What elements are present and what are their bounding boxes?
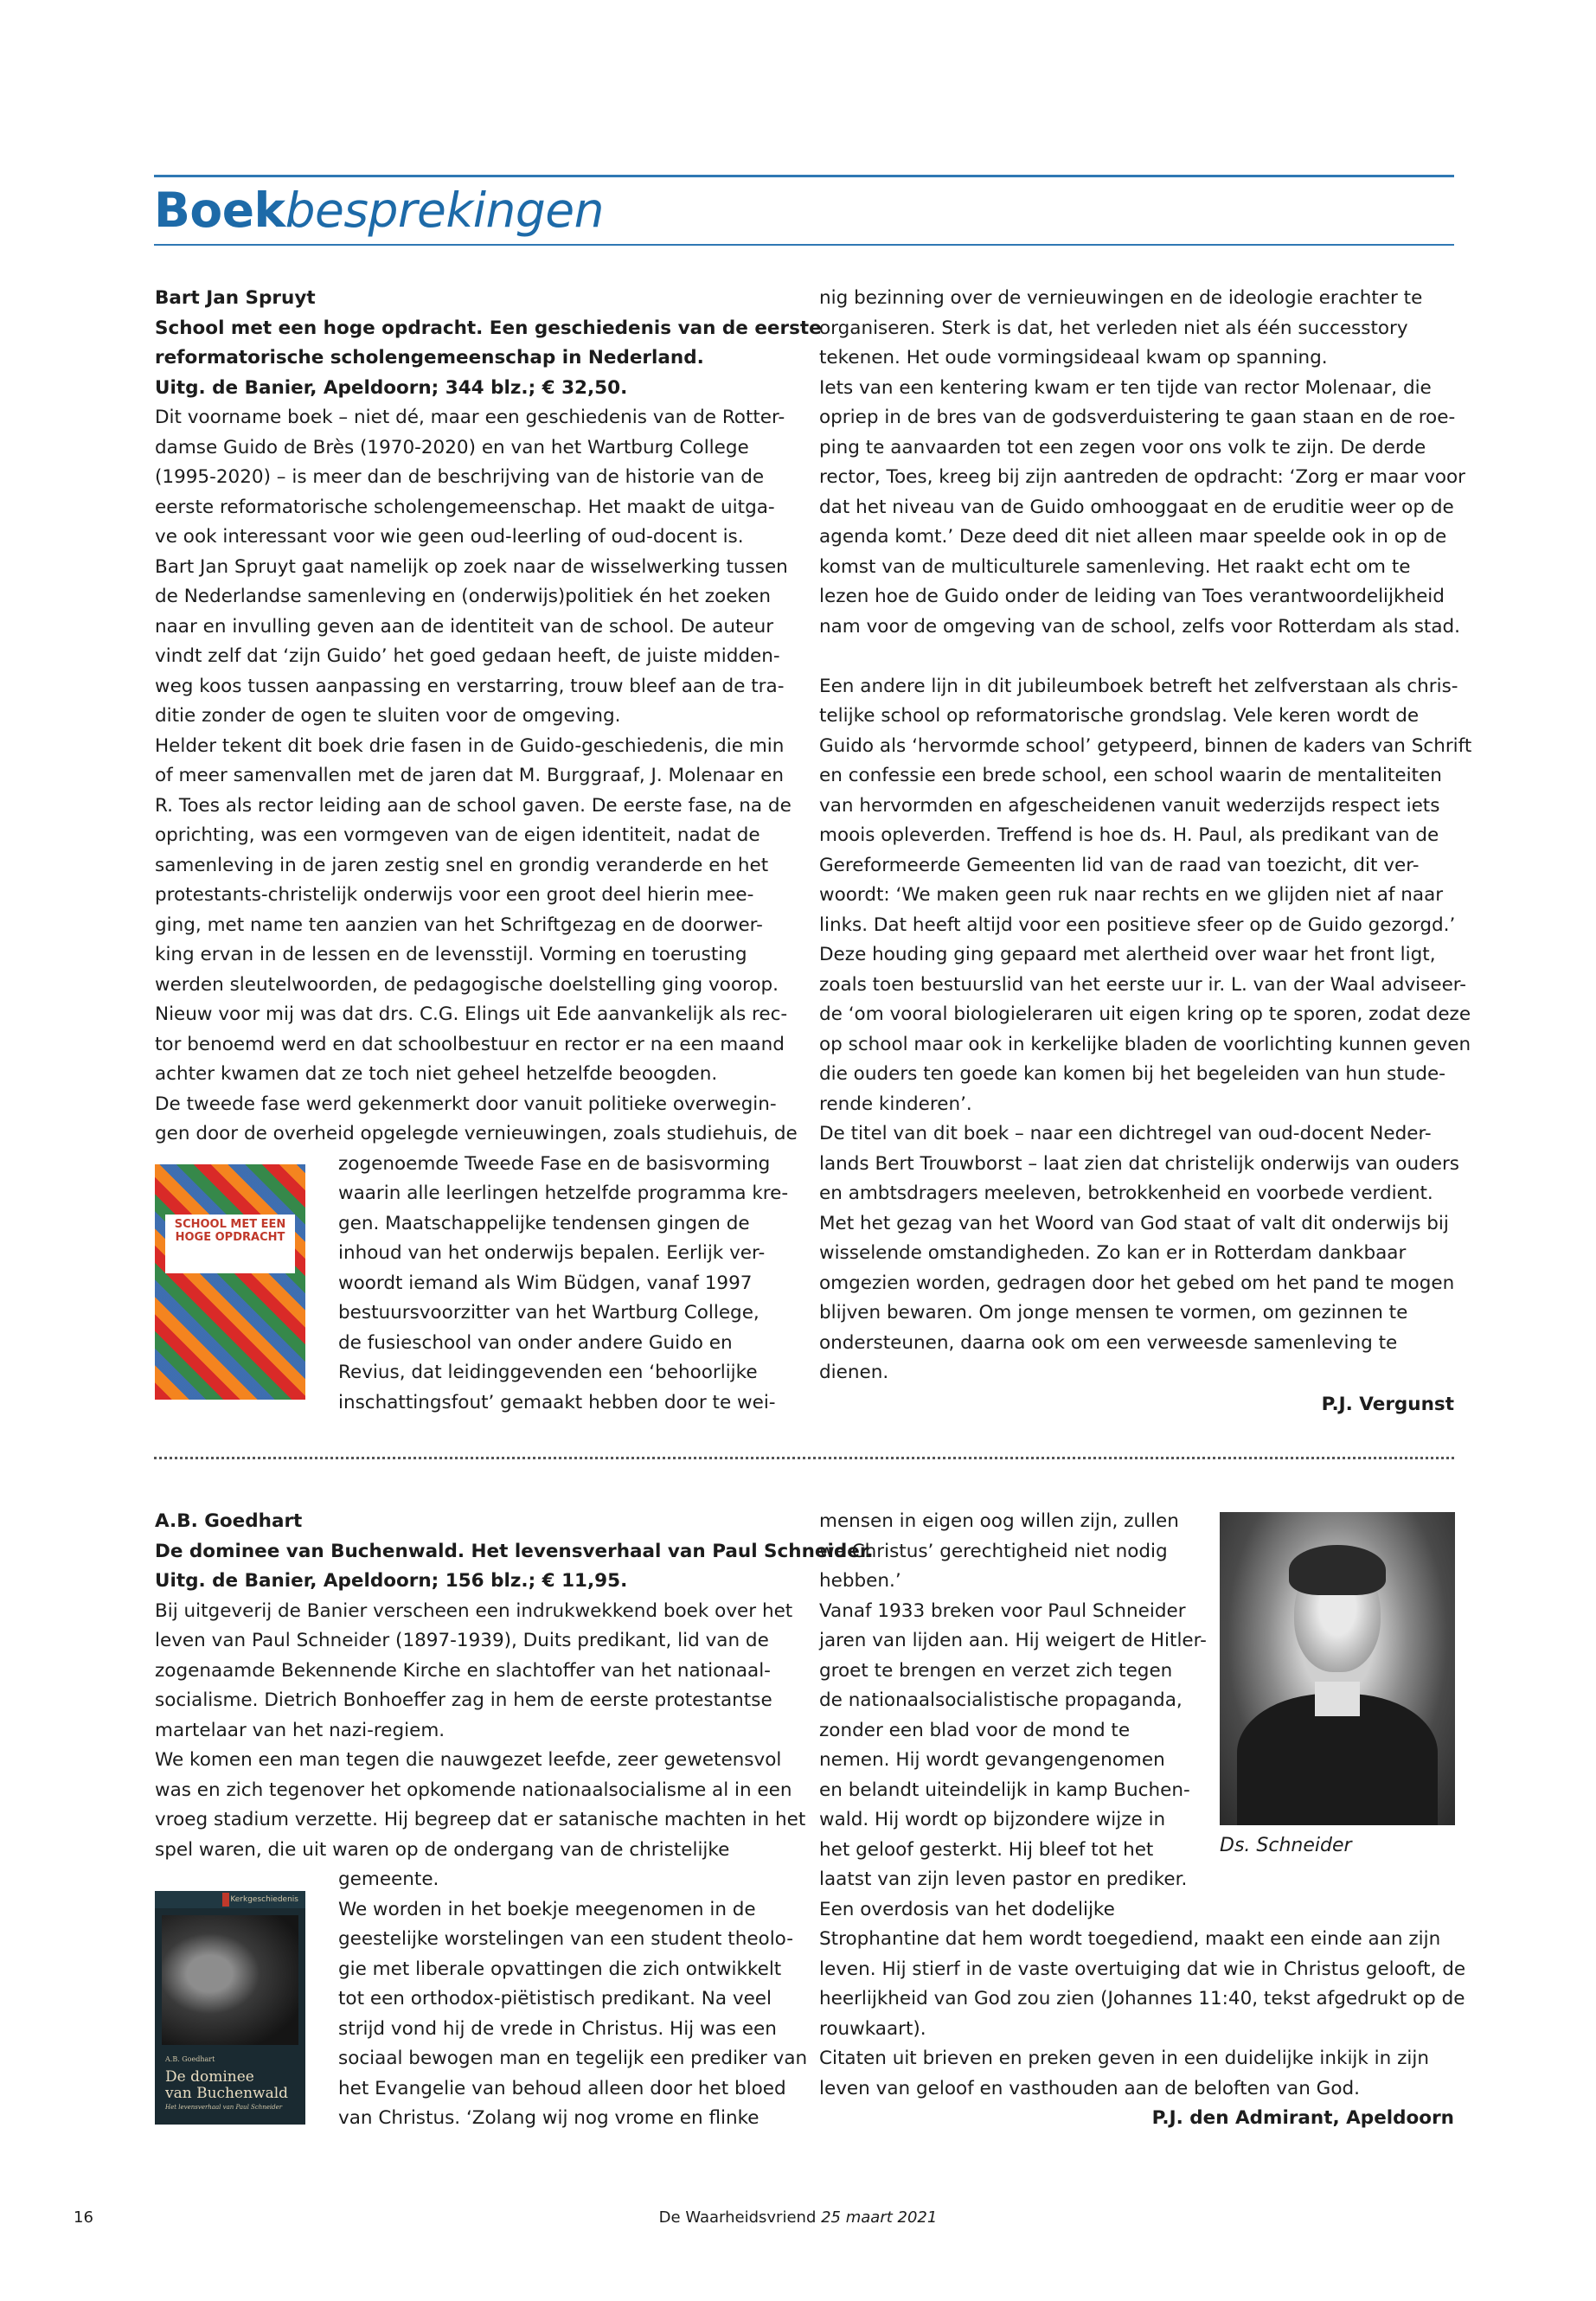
section-title [154,179,604,241]
text-line: oprichting, was een vormgeven van de eigen identiteit, nadat de [155,824,760,846]
text-line: dat het niveau van de Guido omhooggaat en de eruditie weer op de [819,496,1454,518]
text-line: rector, Toes, kreeg bij zijn aantreden de opdracht: ‘Zorg er maar voor [819,466,1465,488]
text-line: eerste reformatorische scholengemeenschap. Het maakt de uitga- [155,496,775,518]
portrait-photo-paul-schneider [1220,1512,1455,1825]
review1-right-body-a [819,284,1465,642]
text-line: laatst van zijn leven pastor en prediker. [819,1868,1188,1890]
text-line: de fusieschool van onder andere Guido en [338,1331,733,1354]
text-line: Gereformeerde Gemeenten lid van de raad van toezicht, dit ver- [819,854,1420,876]
portrait-collar [1315,1682,1360,1716]
text-line: R. Toes als rector leiding aan de school gaven. De eerste fase, na de [155,794,792,817]
review1-signature: P.J. Vergunst [1321,1393,1454,1415]
text-line: vindt zelf dat ‘zijn Guido’ het goed gedaan heeft, de juiste midden- [155,645,780,667]
portrait-hair [1289,1545,1386,1595]
text-line: komst van de multiculturele samenleving. Het raakt echt om te [819,555,1411,578]
text-line: tekenen. Het oude vormingsideaal kwam op spanning. [819,347,1328,369]
cover-title [165,2069,288,2102]
text-line: woordt: ‘We maken geen ruk naar rechts en we glijden niet af naar [819,884,1444,906]
text-line: omgezien worden, gedragen door het gebed om het pand te mogen [819,1272,1455,1294]
text-line: tor benoemd werd en dat schoolbestuur en rector er na een maand [155,1033,785,1055]
text-line: Revius, dat leidinggevenden een ‘behoorlijke [338,1362,758,1383]
page-number: 16 [74,2208,93,2227]
text-line: ondersteunen, daarna ook om een verweesde samenleving te [819,1331,1398,1354]
text-line: en ambtsdragers meeleven, betrokkenheid en voorbede verdient. [819,1183,1433,1204]
text-line: Bart Jan Spruyt gaat namelijk op zoek naar de wisselwerking tussen [155,555,788,578]
text-line: (1995-2020) – is meer dan de beschrijving van de historie van de [155,466,765,488]
text-line: protestants-christelijk onderwijs voor een groot deel hierin mee- [155,884,754,906]
text-line: jaren van lijden aan. Hij weigert de Hitler- [819,1630,1207,1651]
text-line: of meer samenvallen met de jaren dat M. Burggraaf, J. Molenaar en [155,765,784,786]
review2-title: De dominee van Buchenwald. Het levensverhaal van Paul Schneider. [155,1540,874,1562]
text-line: leven. Hij stierf in de vaste overtuiging dat wie in Christus gelooft, de [819,1958,1466,1980]
review1-right-column [819,284,1472,1420]
text-line: waarin alle leerlingen hetzelfde programma kre- [338,1183,789,1204]
cover-red-tab [222,1893,229,1907]
text-line: nig bezinning over de vernieuwingen en de ideologie erachter te [819,287,1423,309]
text-line: leven van Paul Schneider (1897-1939), Duits predikant, lid van de [155,1630,769,1651]
text-line: Guido als ‘hervormde school’ getypeerd, binnen de kaders van Schrift [819,734,1472,757]
text-line: we Christus’ gerechtigheid niet nodig [819,1540,1168,1562]
text-line: wisselende omstandigheden. Zo kan er in Rotterdam dankbaar [819,1242,1407,1264]
book-cover-school-met-een-hoge-opdracht [155,1164,305,1400]
text-line: zoals toen bestuurslid van het eerste uur ir. L. van der Waal adviseer- [819,973,1467,996]
text-line: het geloof gesterkt. Hij bleef tot het [819,1838,1154,1861]
text-line: naar en invulling geven aan de identiteit van de school. De auteur [155,615,774,638]
text-line: De tweede fase werd gekenmerkt door vanuit politieke overwegin- [155,1093,777,1115]
review2-publisher: Uitg. de Banier, Apeldoorn; 156 blz.; € 11,95. [155,1570,628,1592]
text-line: bestuursvoorzitter van het Wartburg College, [338,1302,760,1324]
text-line: gen. Maatschappelijke tendensen gingen de [338,1212,750,1234]
text-line: inschattingsfout’ gemaakt hebben door te wei- [338,1391,776,1413]
text-line: We komen een man tegen die nauwgezet leefde, zeer gewetensvol [155,1749,782,1771]
text-line: ping te aanvaarden tot een zegen voor ons volk te zijn. De derde [819,436,1426,458]
section-title-italic: besprekingen [285,183,604,238]
text-line: de nationaalsocialistische propaganda, [819,1689,1183,1711]
text-line: van hervormden en afgescheidenen vanuit wederzijds respect iets [819,794,1440,817]
footer-date: 25 maart 2021 [821,2208,938,2227]
review-separator-dotted [154,1457,1454,1459]
text-line: rende kinderen’. [819,1093,972,1115]
cover-photo [162,1915,298,2045]
text-line: van Christus. ‘Zolang wij nog vrome en flinke [338,2107,760,2129]
book-cover-dominee-van-buchenwald [155,1891,305,2125]
review2-author: A.B. Goedhart [155,1510,303,1532]
section-title-bold: Boek [154,183,285,238]
text-line: inhoud van het onderwijs bepalen. Eerlijk ver- [338,1242,766,1264]
photo-caption: Ds. Schneider [1220,1835,1352,1856]
text-line: sociaal bewogen man en tegelijk een prediker van [338,2048,808,2069]
text-line: organiseren. Sterk is dat, het verleden niet als één successtory [819,317,1408,339]
header-rule-bottom [154,244,1454,246]
header-rule-top [154,175,1454,177]
text-line: weg koos tussen aanpassing en verstarring, trouw bleef aan de tra- [155,675,785,697]
text-line: dienen. [819,1362,889,1383]
text-line: en belandt uiteindelijk in kamp Buchen- [819,1779,1190,1801]
text-line: woordt iemand als Wim Büdgen, vanaf 1997 [338,1272,753,1294]
text-line: zogenoemde Tweede Fase en de basisvorming [338,1152,771,1175]
text-line: king ervan in de lessen en de levensstijl. Vorming en toerusting [155,944,747,965]
text-line: groet te brengen en verzet zich tegen [819,1659,1173,1682]
review1-author: Bart Jan Spruyt [155,287,316,309]
text-line: Citaten uit brieven en preken geven in een duidelijke inkijk in zijn [819,2048,1429,2069]
cover-series-label: Kerkgeschiedenis [230,1895,298,1904]
cover-title-line1: De dominee [165,2068,254,2086]
cover-subtitle: Het levensverhaal van Paul Schneider [165,2104,283,2111]
text-line: die ouders ten goede kan komen bij het begeleiden van hun stude- [819,1063,1446,1085]
text-line: zonder een blad voor de mond te [819,1719,1131,1741]
text-line: Helder tekent dit boek drie fasen in de Guido-geschiedenis, die min [155,734,785,757]
text-line: Nieuw voor mij was dat drs. C.G. Elings uit Ede aanvankelijk als rec- [155,1003,788,1025]
text-line: lands Bert Trouwborst – laat zien dat christelijk onderwijs van ouders [819,1152,1459,1175]
text-line: ging, met name ten aanzien van het Schriftgezag en de doorwer- [155,913,763,936]
text-line: rouwkaart). [819,2017,926,2040]
text-line: de Nederlandse samenleving en (onderwijs)politiek én het zoeken [155,586,771,607]
text-line: links. Dat heeft altijd voor een positieve sfeer op de Guido gezorgd.’ [819,913,1456,936]
text-line: gen door de overheid opgelegde vernieuwingen, zoals studiehuis, de [155,1123,798,1144]
text-line: de ‘om vooral biologieleraren uit eigen kring op te sporen, zodat deze [819,1003,1471,1025]
footer-magazine-name: De Waarheidsvriend [658,2208,817,2227]
text-line: leven van geloof en vasthouden aan de beloften van God. [819,2077,1360,2099]
review1-title-line1: School met een hoge opdracht. Een geschiedenis van de eerste [155,317,822,339]
text-line: hebben.’ [819,1570,901,1592]
cover-title-line2: HOGE OPDRACHT [175,1231,285,1244]
text-line: spel waren, die uit waren op de ondergang van de christelijke [155,1838,730,1861]
text-line: De titel van dit boek – naar een dichtregel van oud-docent Neder- [819,1123,1432,1144]
text-line: ve ook interessant voor wie geen oud-leerling of oud-docent is. [155,526,744,548]
text-line: heerlijkheid van God zou zien (Johannes 11:40, tekst afgedrukt op de [819,1988,1465,2009]
text-line: wald. Hij wordt op bijzondere wijze in [819,1809,1166,1830]
footer-magazine [0,2208,1596,2227]
text-line: was en zich tegenover het opkomende nationaalsocialisme al in een [155,1779,792,1801]
text-line: strijd vond hij de vrede in Christus. Hij was een [338,2017,777,2040]
text-line: werden sleutelwoorden, de pedagogische doelstelling ging voorop. [155,973,779,996]
text-line: Een andere lijn in dit jubileumboek betreft het zelfverstaan als chris- [819,675,1458,697]
text-line: damse Guido de Brès (1970-2020) en van het Wartburg College [155,436,749,458]
cover-author: A.B. Goedhart [165,2055,215,2063]
text-line: het Evangelie van behoud alleen door het bloed [338,2077,786,2099]
text-line: Vanaf 1933 breken voor Paul Schneider [819,1599,1186,1622]
text-line: moois opleverden. Treffend is hoe ds. H. Paul, als predikant van de [819,824,1439,846]
cover-title-line2: van Buchenwald [165,2085,289,2102]
text-line: Een overdosis van het dodelijke [819,1898,1115,1920]
text-line: Dit voorname boek – niet dé, maar een geschiedenis van de Rotter- [155,407,785,428]
text-line: nam voor de omgeving van de school, zelfs voor Rotterdam als stad. [819,615,1460,638]
text-line: en confessie een brede school, een school waarin de mentaliteiten [819,765,1442,786]
text-line: Iets van een kentering kwam er ten tijde van rector Molenaar, die [819,376,1432,399]
text-line: blijven bewaren. Om jonge mensen te vormen, om gezinnen te [819,1302,1408,1324]
cover-title [167,1218,293,1244]
text-line: lezen hoe de Guido onder de leiding van Toes verantwoordelijkheid [819,586,1445,607]
text-line: Bij uitgeverij de Banier verscheen een indrukwekkend boek over het [155,1599,793,1622]
cover-title-line1: SCHOOL MET EEN [174,1218,286,1231]
review2-left-body [155,1597,806,1866]
review1-publisher: Uitg. de Banier, Apeldoorn; 344 blz.; € 32,50. [155,376,628,399]
text-line: Strophantine dat hem wordt toegediend, maakt een einde aan zijn [819,1928,1441,1950]
text-line: op school maar ook in kerkelijke bladen de voorlichting kunnen geven [819,1033,1471,1055]
review1-title-line2: reformatorische scholengemeenschap in Nederland. [155,347,704,369]
text-line: We worden in het boekje meegenomen in de [338,1898,756,1920]
review2-right-wrap [819,1507,1207,1925]
text-line: vroeg stadium verzette. Hij begreep dat er satanische machten in het [155,1809,806,1830]
text-line: tot een orthodox-piëtistisch predikant. Na veel [338,1988,772,2009]
text-line: Met het gezag van het Woord van God staat of valt dit onderwijs bij [819,1212,1449,1234]
cover-series-bar [155,1891,305,1908]
text-line: samenleving in de jaren zestig snel en grondig veranderde en het [155,854,769,876]
text-line: geestelijke worstelingen van een student theolo- [338,1928,793,1950]
paragraph-gap [819,642,1454,672]
text-line: achter kwamen dat ze toch niet geheel hetzelfde beoogden. [155,1063,718,1085]
review1-right-body-b [819,672,1472,1388]
text-line: ditie zonder de ogen te sluiten voor de omgeving. [155,705,621,727]
text-line: agenda komt.’ Deze deed dit niet alleen maar speelde ook in op de [819,526,1447,548]
review2-signature: P.J. den Admirant, Apeldoorn [1151,2107,1454,2129]
text-line: zogenaamde Bekennende Kirche en slachtoffer van het nationaal- [155,1659,771,1682]
text-line: mensen in eigen oog willen zijn, zullen [819,1510,1179,1532]
review2-right-body [819,1925,1466,2104]
review1-left-body [155,403,798,1150]
text-line: gemeente. [338,1868,439,1890]
text-line: Deze houding ging gepaard met alertheid over waar het front ligt, [819,944,1436,965]
text-line: martelaar van het nazi-regiem. [155,1719,445,1741]
text-line: socialisme. Dietrich Bonhoeffer zag in hem de eerste protestantse [155,1689,772,1711]
text-line: opriep in de bres van de godsverduistering te gaan staan en de roe- [819,407,1456,428]
text-line: gie met liberale opvattingen die zich ontwikkelt [338,1958,782,1980]
text-line: nemen. Hij wordt gevangengenomen [819,1749,1165,1771]
text-line: telijke school op reformatorische grondslag. Vele keren wordt de [819,705,1420,727]
